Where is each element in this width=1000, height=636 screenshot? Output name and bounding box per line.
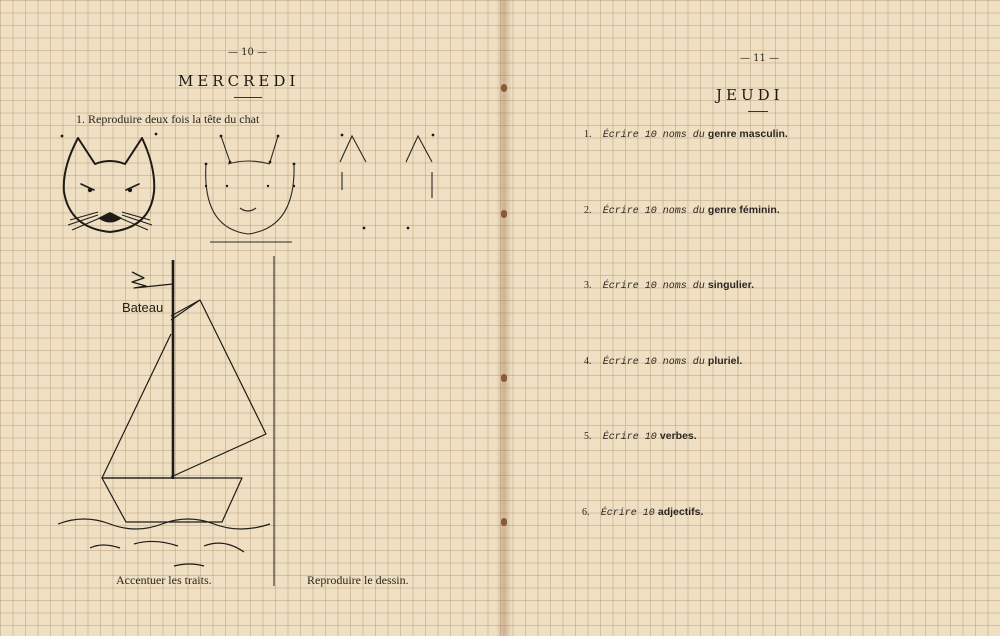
exercise-instruction: 1. Reproduire deux fois la tête du chat	[76, 112, 260, 126]
exercise-number: 5.	[584, 431, 592, 442]
exercise-topic: pluriel.	[707, 355, 743, 367]
title-rule	[234, 97, 262, 98]
exercise-item	[582, 506, 703, 519]
exercise-instruction: Écrire 10 noms du	[602, 357, 705, 368]
exercise-instruction: Écrire 10	[600, 508, 655, 519]
exercise-instruction: Écrire 10 noms du	[602, 206, 705, 217]
exercise-item	[584, 430, 697, 443]
exercise-topic: adjectifs.	[657, 506, 704, 518]
cat-head-guide	[336, 132, 440, 236]
exercise-number: 1.	[584, 129, 592, 140]
exercise-item	[584, 355, 742, 368]
exercise-topic: genre féminin.	[707, 204, 780, 216]
caption-reproduire: Reproduire le dessin.	[307, 573, 409, 587]
boat-label: Bateau	[122, 300, 164, 315]
exercise-topic: genre masculin.	[707, 128, 788, 140]
exercise-number: 4.	[584, 356, 592, 367]
exercise-instruction: Écrire 10 noms du	[602, 281, 705, 292]
cat-head-complete	[58, 132, 162, 238]
exercise-number: 2.	[584, 205, 592, 216]
exercise-topic: verbes.	[659, 430, 697, 442]
exercise-number: 6.	[582, 507, 590, 518]
exercise-item	[584, 279, 754, 292]
day-title: MERCREDI	[178, 72, 300, 90]
exercise-instruction: Écrire 10 noms du	[602, 130, 705, 141]
exercise-number: 3.	[584, 280, 592, 291]
title-rule	[748, 111, 768, 112]
page-number: — 11 —	[740, 53, 780, 64]
right-page	[504, 0, 1000, 636]
exercise-item	[584, 128, 788, 141]
exercise-topic: singulier.	[707, 279, 755, 291]
day-title: JEUDI	[716, 86, 784, 104]
caption-accentuer: Accentuer les traits.	[116, 573, 212, 587]
cat-head-partial	[198, 132, 302, 244]
exercise-instruction: Écrire 10	[602, 432, 657, 443]
page-number: — 10 —	[228, 47, 268, 58]
sailboat-drawing	[54, 256, 284, 586]
exercise-item	[584, 204, 780, 217]
